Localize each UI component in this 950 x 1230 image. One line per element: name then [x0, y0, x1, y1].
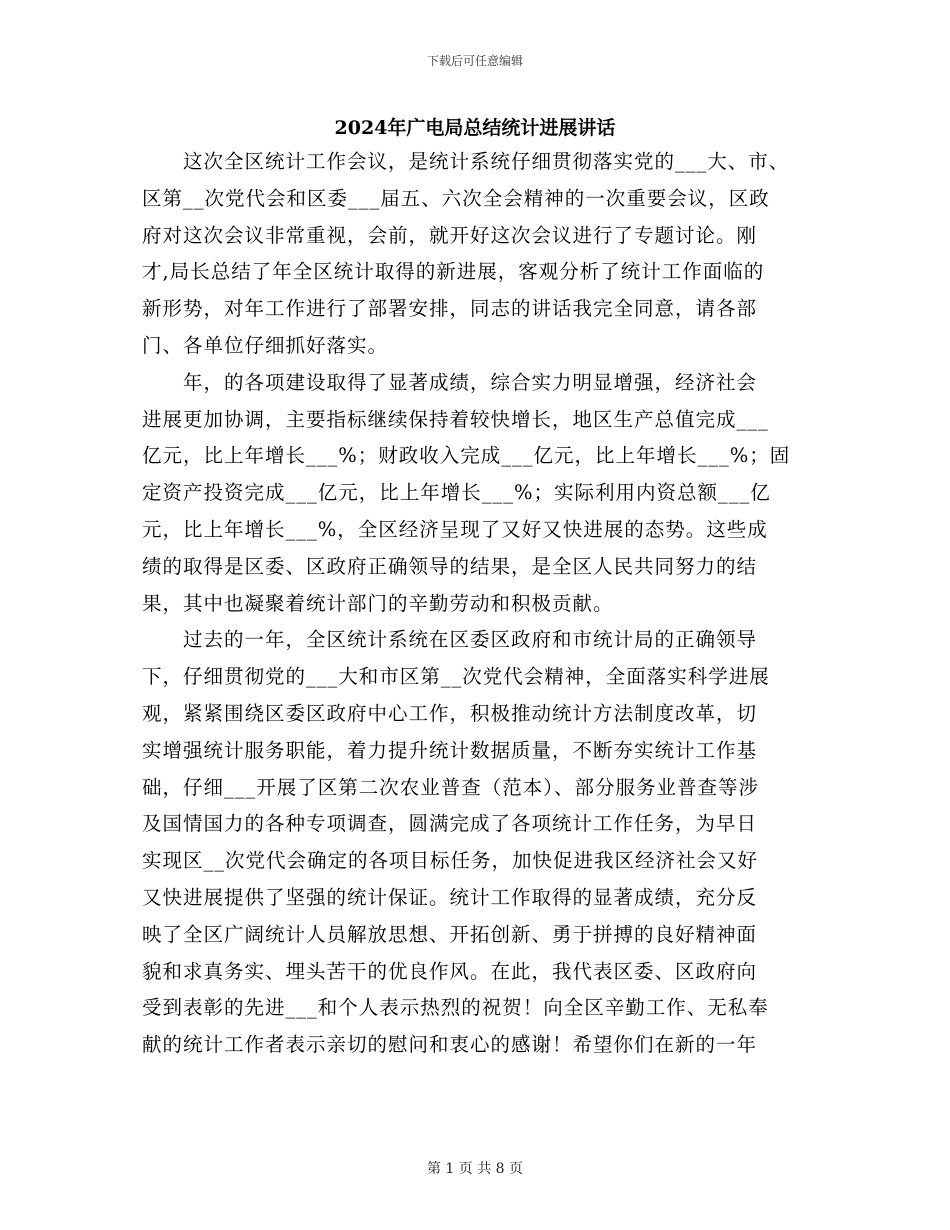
- body-line: 又快进展提供了坚强的统计保证。统计工作取得的显著成绩，充分反: [142, 885, 758, 909]
- body-line: 下，仔细贯彻党的___大和市区第__次党代会精神，全面落实科学进展: [142, 665, 770, 689]
- body-line: 及国情国力的各种专项调查，圆满完成了各项统计工作任务，为早日: [142, 812, 758, 836]
- document-title: 2024年广电局总结统计进展讲话: [334, 117, 616, 139]
- body-line: 这次全区统计工作会议，是统计系统仔细贯彻落实党的___大、市、: [142, 150, 790, 173]
- body-line: 区第__次党代会和区委___届五、六次全会精神的一次重要会议，区政: [142, 186, 770, 210]
- body-line: 元，比上年增长___%，全区经济呈现了又好又快进展的态势。这些成: [142, 517, 768, 541]
- body-line: 进展更加协调，主要指标继续保持着较快增长，地区生产总值完成___: [142, 407, 769, 431]
- body-line: 才,局长总结了年全区统计取得的新进展，客观分析了统计工作面临的: [142, 260, 765, 284]
- body-line: 实现区__次党代会确定的各项目标任务，加快促进我区经济社会又好: [142, 849, 759, 873]
- body-line: 门、各单位仔细抓好落实。: [142, 333, 389, 357]
- page-footer: 第 1 页 共 8 页: [426, 1161, 524, 1177]
- body-line: 映了全区广阔统计人员解放思想、开拓创新、勇于拼搏的良好精神面: [142, 922, 758, 946]
- body-line: 实增强统计服务职能，着力提升统计数据质量，不断夯实统计工作基: [142, 738, 758, 762]
- body-line: 绩的取得是区委、区政府正确领导的结果，是全区人民共同努力的结: [142, 554, 758, 578]
- body-line: 受到表彰的先进___和个人表示热烈的祝贺！向全区辛勤工作、无私奉: [142, 996, 769, 1020]
- body-line: 观，紧紧围绕区委区政府中心工作，积极推动统计方法制度改革，切: [142, 701, 758, 725]
- body-line: 果，其中也凝聚着统计部门的辛勤劳动和积极贡献。: [142, 591, 614, 615]
- body-line: 础，仔细___开展了区第二次农业普查（范本）、部分服务业普查等涉: [142, 775, 760, 799]
- body-line: 年，的各项建设取得了显著成绩，综合实力明显增强，经济社会: [142, 370, 758, 394]
- body-line: 定资产投资完成___亿元，比上年增长___%；实际利用内资总额___亿: [142, 481, 771, 505]
- body-line: 过去的一年，全区统计系统在区委区政府和市统计局的正确领导: [142, 628, 758, 652]
- body-line: 献的统计工作者表示亲切的慰问和衷心的感谢！希望你们在新的一年: [142, 1033, 758, 1057]
- body-line: 亿元，比上年增长___%；财政收入完成___亿元，比上年增长___%；固: [142, 444, 791, 468]
- body-line: 貌和求真务实、埋头苦干的优良作风。在此，我代表区委、区政府向: [142, 959, 758, 983]
- header-note: 下载后可任意编辑: [426, 54, 523, 68]
- document-body: [142, 144, 806, 1064]
- body-line: 府对这次会议非常重视，会前，就开好这次会议进行了专题讨论。刚: [142, 223, 758, 247]
- body-line: 新形势，对年工作进行了部署安排，同志的讲话我完全同意，请各部: [142, 297, 758, 321]
